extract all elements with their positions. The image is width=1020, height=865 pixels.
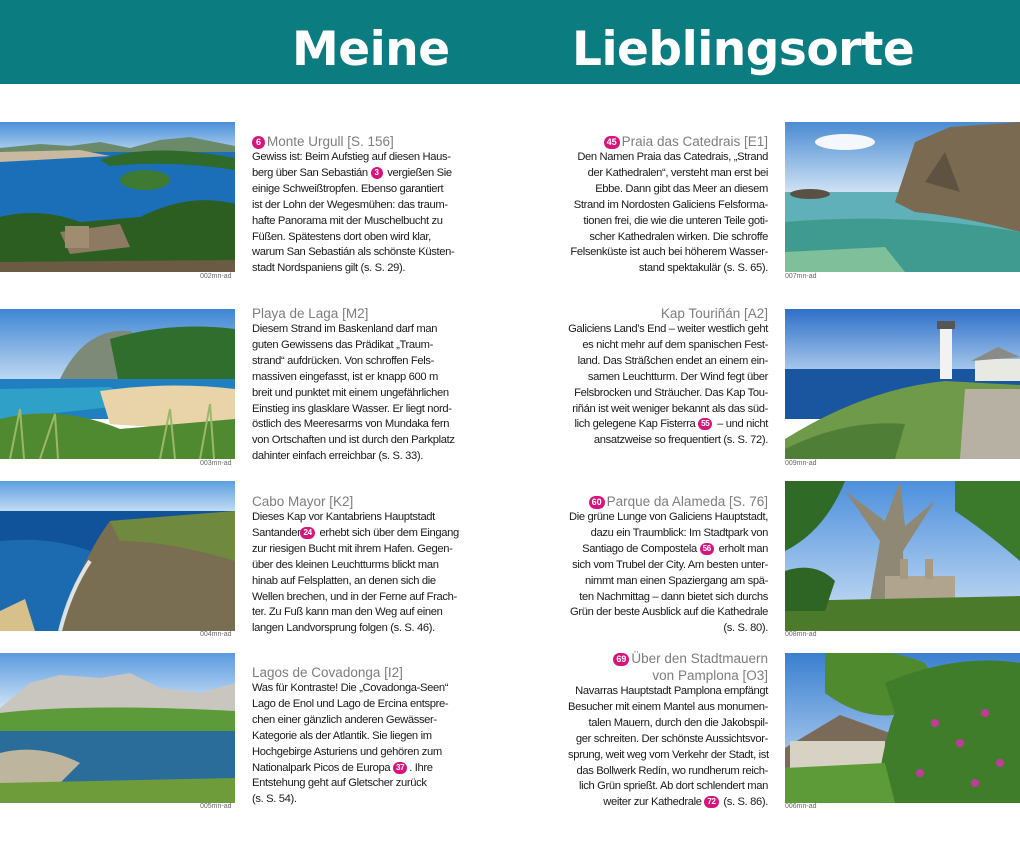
- photo-cabo-mayor: [0, 481, 235, 631]
- text-line: der Kathedralen“, versteht man erst bei: [587, 166, 768, 179]
- text-line: – und nicht: [714, 418, 768, 431]
- location-badge: 69: [613, 653, 629, 666]
- text-line: Santiago de Compostela: [582, 542, 697, 555]
- text-line: (s. S. 86).: [720, 796, 768, 809]
- entry-body: [568, 150, 768, 277]
- location-badge: 6: [252, 136, 265, 149]
- text-line: Füßen. Spätestens dort oben wird klar,: [252, 230, 431, 243]
- text-line: Nationalpark Picos de Europa: [252, 761, 391, 774]
- text-line: talen Mauern, durch den die Jakobspil-: [588, 716, 768, 729]
- photo-playa-de-laga: [0, 309, 235, 459]
- text-line: erholt man: [715, 542, 768, 555]
- text-line: erhebt sich über dem Eingang: [316, 526, 459, 539]
- entry-kap-tourinan: [568, 305, 768, 449]
- text-line: von Ortschaften und ist durch den Parkplatz: [252, 434, 455, 447]
- entry-body: [568, 322, 768, 449]
- text-line: [568, 542, 768, 558]
- image-code: 006mn-ad: [785, 803, 817, 810]
- location-badge: 3: [371, 167, 383, 179]
- text-line: Gewiss ist: Beim Aufstieg auf diesen Haus-: [252, 151, 451, 163]
- entry-title: Cabo Mayor [K2]: [252, 494, 354, 509]
- image-code: 009mn-ad: [785, 460, 817, 467]
- entry-body: [568, 510, 768, 637]
- text-line: chen einer gänzlich anderen Gewässer-: [252, 713, 437, 726]
- text-line: Galiciens Land’s End – weiter westlich geht: [568, 323, 768, 335]
- text-line: ten Nachmittag – dann bietet sich durchs: [579, 590, 768, 603]
- text-line: Den Namen Praia das Catedrais, „Strand: [577, 151, 768, 163]
- location-badge: 37: [393, 762, 407, 774]
- text-line: sprung, weit weg vom Verkehr der Stadt, ist: [568, 748, 769, 761]
- text-line: Entstehung geht auf Gletscher zurück: [252, 777, 427, 790]
- text-line: Die grüne Lunge von Galiciens Hauptstadt,: [569, 511, 768, 523]
- text-line: breit und punktet mit einem ungefährlichen: [252, 386, 449, 399]
- entry-title: 45 Praia das Catedrais [E1]: [568, 133, 768, 150]
- photo-praia-das-catedrais: [785, 122, 1020, 272]
- photo-parque-da-alameda: [785, 481, 1020, 631]
- text-line: Dieses Kap vor Kantabriens Hauptstadt: [252, 511, 435, 523]
- text-line: Grün der beste Ausblick auf die Kathedrale: [570, 606, 768, 619]
- text-line: (s. S. 80).: [723, 622, 768, 635]
- text-line: (s. S. 54).: [252, 793, 297, 806]
- text-line: Felsenküste ist auch bei höherem Wasser-: [570, 246, 768, 259]
- text-line: guten Gewissens das Prädikat „Traum-: [252, 338, 433, 351]
- entry-playa-de-laga: [252, 305, 455, 465]
- entry-lagos-de-covadonga: [252, 664, 452, 808]
- text-line: ter. Zu Fuß kann man den Weg auf einen: [252, 606, 443, 619]
- text-line: [568, 417, 768, 433]
- text-line: hafte Panorama mit der Muschelbucht zu: [252, 214, 443, 227]
- text-line: Strand im Nordosten Galiciens Felsforma-: [573, 198, 768, 211]
- text-line: hinab auf Felsplatten, an denen sich die: [252, 574, 436, 587]
- text-line: Navarras Hauptstadt Pamplona empfängt: [575, 685, 768, 697]
- text-line: [252, 761, 452, 777]
- text-line: Ebbe. Dann gibt das Meer an diesem: [595, 182, 768, 195]
- image-code: 003mn-ad: [200, 460, 232, 467]
- image-code: 007mn-ad: [785, 273, 817, 280]
- text-line: Hochgebirge Asturiens und gehören zum: [252, 745, 442, 758]
- photo-kap-tourinan: [785, 309, 1020, 459]
- image-code: 004mn-ad: [200, 631, 232, 638]
- location-badge: 45: [604, 136, 620, 149]
- text-line: langen Landvorsprung folgen (s. S. 46).: [252, 622, 435, 635]
- text-line: ger schreiten. Der schönste Aussichtsvor-: [575, 732, 768, 745]
- photo-stadtmauern-pamplona: [785, 653, 1020, 803]
- entry-title: 69 Über den Stadtmauern von Pamplona [O3]: [568, 650, 768, 684]
- header-banner: [0, 0, 1020, 84]
- text-line: dazu ein Traumblick: Im Stadtpark von: [590, 526, 768, 539]
- entry-title: Kap Touriñán [A2]: [660, 306, 768, 321]
- text-line: vergießen Sie: [384, 166, 452, 179]
- text-line: samen Leuchtturm. Der Wind fegt über: [587, 370, 768, 383]
- text-line: Wellen brechen, und in der Ferne auf Frach-: [252, 590, 457, 603]
- text-line: scher Kathedralen wirken. Die schroffe: [589, 230, 768, 243]
- text-line: Was für Kontraste! Die „Covadonga-Seen“: [252, 682, 449, 694]
- entry-parque-da-alameda: [568, 493, 768, 637]
- text-line: . Ihre: [409, 761, 433, 774]
- text-line: das Bollwerk Redín, wo rundherum reich-: [576, 764, 768, 777]
- page-title-left: Meine: [292, 22, 450, 77]
- entry-stadtmauern-pamplona: [568, 650, 768, 811]
- entry-title: 60 Parque da Alameda [S. 76]: [568, 493, 768, 510]
- text-line: es nicht mehr auf dem spanischen Fest-: [582, 338, 768, 351]
- photo-lagos-de-covadonga: [0, 653, 235, 803]
- entry-body: [252, 150, 455, 277]
- image-code: 005mn-ad: [200, 803, 232, 810]
- entry-monte-urgull: [252, 133, 455, 277]
- entry-title: 6 Monte Urgull [S. 156]: [252, 133, 452, 150]
- location-badge: 56: [700, 543, 714, 555]
- page-title-right: Lieblingsorte: [572, 22, 915, 77]
- text-line: Einstieg ins glasklare Wasser. Er liegt nord-: [252, 402, 452, 415]
- text-line: Besucher mit einem Mantel aus monumen-: [568, 700, 768, 713]
- entry-body: [568, 684, 768, 811]
- text-line: zur riesigen Bucht mit ihrem Hafen. Gegen-: [252, 542, 453, 555]
- text-line: Kategorie als der Atlantik. Sie liegen im: [252, 729, 432, 742]
- location-badge: 60: [589, 496, 605, 509]
- text-line: dahinter einfach erreichbar (s. S. 33).: [252, 450, 424, 463]
- text-line: riñán ist weit weniger bekannt als das süd-: [572, 402, 768, 415]
- text-line: massiven eingefasst, ist er knapp 600 m: [252, 370, 438, 383]
- text-line: berg über San Sebastián: [252, 166, 368, 179]
- text-line: [252, 166, 452, 182]
- entry-body: [252, 510, 459, 637]
- photo-monte-urgull: [0, 122, 235, 272]
- location-badge: 55: [698, 418, 712, 430]
- text-line: warum San Sebastián als schönste Küsten-: [252, 246, 455, 259]
- location-badge: 24: [300, 527, 314, 539]
- text-line: [252, 526, 459, 542]
- text-line: stadt Nordspaniens gilt (s. S. 29).: [252, 262, 406, 275]
- text-line: östlich des Meeresarms von Mundaka fern: [252, 418, 450, 431]
- text-line: tionen frei, die wie die unteren Teile goti-: [583, 214, 768, 227]
- text-line: sich vom Trubel der City. Am besten unter-: [572, 558, 768, 571]
- entry-praia-das-catedrais: [568, 133, 768, 277]
- entry-title: Lagos de Covadonga [I2]: [252, 665, 403, 680]
- text-line: Lago de Enol und Lago de Ercina entspre-: [252, 697, 449, 710]
- image-code: 002mn-ad: [200, 273, 232, 280]
- text-line: Felsbrocken und Sträucher. Das Kap Tou-: [574, 386, 768, 399]
- text-line: land. Das Sträßchen endet an einem ein-: [577, 354, 768, 367]
- text-line: Santander: [252, 526, 301, 539]
- image-code: 008mn-ad: [785, 631, 817, 638]
- location-badge: 72: [704, 796, 718, 808]
- text-line: nimmt man einen Spaziergang am spä-: [584, 574, 768, 587]
- text-line: lich Grün sprießt. Ab dort schlendert man: [579, 780, 768, 793]
- text-line: [568, 795, 768, 811]
- text-line: Diesem Strand im Baskenland darf man: [252, 323, 438, 335]
- text-line: weiter zur Kathedrale: [603, 796, 702, 809]
- entry-body: [252, 681, 452, 808]
- text-line: ist der Lohn der Wegesmühen: das traum-: [252, 198, 448, 211]
- entry-cabo-mayor: [252, 493, 459, 637]
- text-line: einige Schweißtropfen. Ebenso garantiert: [252, 182, 444, 195]
- text-line: strand“ aufdrücken. Von schroffen Fels-: [252, 354, 435, 367]
- text-line: stand spektakulär (s. S. 65).: [638, 262, 768, 275]
- text-line: über des kleinen Leuchtturms blickt man: [252, 558, 439, 571]
- text-line: lich gelegene Kap Fisterra: [574, 418, 696, 431]
- text-line: ansatzweise so frequentiert (s. S. 72).: [593, 434, 768, 447]
- entry-body: [252, 322, 455, 465]
- entry-title: Playa de Laga [M2]: [252, 306, 369, 321]
